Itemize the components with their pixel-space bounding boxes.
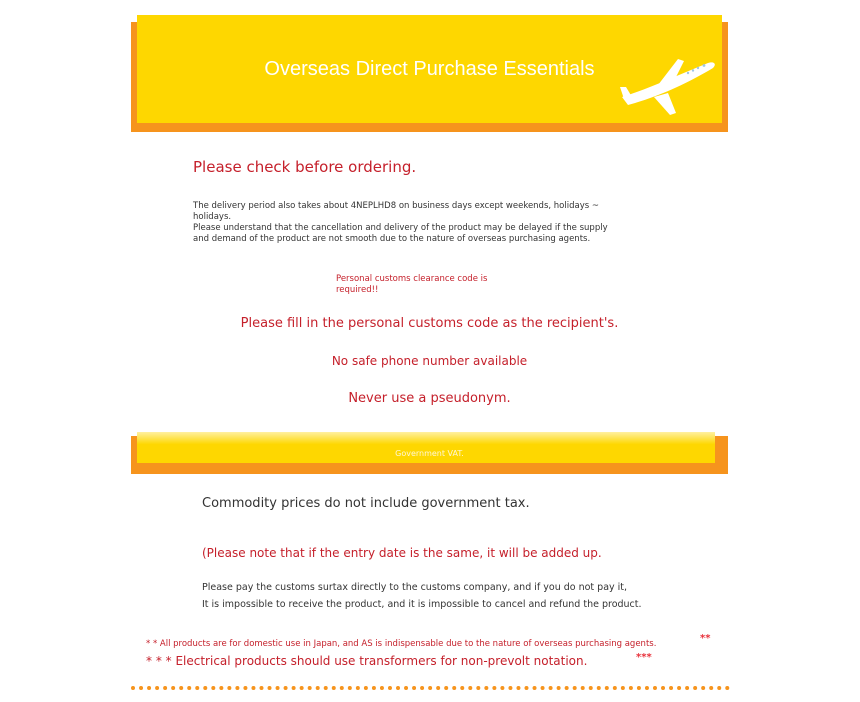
dotted-divider <box>131 686 730 690</box>
surtax-line-1: Please pay the customs surtax directly to the customs company, and if you do not pay it, <box>202 582 628 593</box>
cancellation-line-2: and demand of the product are not smooth due to the nature of overseas purchasing agents. <box>193 234 591 244</box>
airplane-icon <box>618 55 718 117</box>
fill-customs-code-text: Please fill in the personal customs code as the recipient's. <box>240 316 619 331</box>
domestic-use-note: * * All products are for domestic use in Japan, and AS is indispensable due to the nature of overseas purchasing agents. <box>146 639 657 649</box>
transformer-stars: *** <box>636 652 652 663</box>
customs-note-line-2: required!! <box>336 285 379 295</box>
transformer-note: * * * Electrical products should use transformers for non-prevolt notation. <box>146 654 588 668</box>
customs-code-note <box>336 274 506 296</box>
vat-band <box>137 432 715 463</box>
domestic-use-stars: ** <box>700 633 711 644</box>
surtax-line-2: It is impossible to receive the product, and it is impossible to cancel and refund the product. <box>202 599 642 610</box>
no-pseudonym-text: Never use a pseudonym. <box>348 391 511 406</box>
customs-note-line-1: Personal customs clearance code is <box>336 274 488 284</box>
cancellation-text <box>193 223 633 245</box>
cancellation-line-1: Please understand that the cancellation and delivery of the product may be delayed if the supply <box>193 223 608 233</box>
commodity-tax-text: Commodity prices do not include government tax. <box>202 496 530 511</box>
entry-date-note: (Please note that if the entry date is the same, it will be added up. <box>202 546 602 560</box>
delivery-period-text: The delivery period also takes about 4NEPLHD8 on business days except weekends, holidays ~ holidays. <box>193 201 599 222</box>
vat-label: Government VAT. <box>395 449 464 458</box>
ordering-heading: Please check before ordering. <box>193 158 417 176</box>
banner-title: Overseas Direct Purchase Essentials <box>264 58 595 80</box>
no-phone-text: No safe phone number available <box>331 354 528 368</box>
